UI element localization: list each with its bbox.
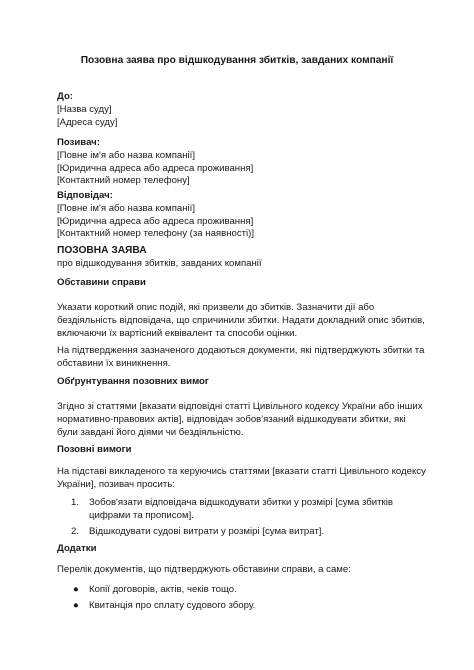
- circumstances-p1-text: Указати короткий опис подій, які призвели до збитків. Зазначити дії або бездіяльність відповідача, що спричинили збитки. Надати докладний опис збитків, включаючи їх вартісний еквівалент та способи оцінки.: [57, 302, 425, 339]
- list-item: [71, 497, 427, 523]
- attachments-heading-text: Додатки: [57, 543, 97, 554]
- section-attachments-heading: [57, 543, 427, 556]
- claim-block: [57, 245, 427, 271]
- list-item: [71, 600, 427, 613]
- court-name: [Назва суду]: [57, 103, 112, 115]
- section-grounds-heading: [57, 376, 427, 389]
- list-item: [71, 526, 427, 539]
- grounds-paragraph: [57, 401, 427, 439]
- defendant-heading: Відповідач:: [57, 190, 113, 201]
- list-item-text: Зобов'язати відповідача відшкодувати збитки у розмірі [сума збитків цифрами та прописом].: [89, 497, 393, 521]
- document-title: Позовна заява про відшкодування збитків, завданих компанії: [80, 55, 394, 66]
- defendant-block: [57, 190, 427, 241]
- bullet-icon: ●: [73, 599, 79, 611]
- bullet-icon: ●: [73, 584, 79, 595]
- circumstances-p2-text: На підтвердження зазначеного додаються документи, які підтверджують збитки та обставини їх виникнення.: [57, 345, 425, 369]
- list-number: 2.: [71, 525, 80, 537]
- list-item-text: Копії договорів, актів, чеків тощо.: [89, 584, 237, 595]
- list-number: 1.: [71, 497, 80, 508]
- defendant-name: [Повне ім'я або назва компанії]: [57, 202, 195, 214]
- grounds-p1-text: Згідно зі статтями [вказати відповідні статті Цивільного кодексу України або інших нормативно-правових актів], відповідач зобов'язаний відшкодувати збитки, які були завдані його діями чи бездіяльністю.: [57, 401, 423, 438]
- plaintiff-name: [Повне ім'я або назва компанії]: [57, 149, 195, 161]
- demands-intro: [57, 466, 427, 492]
- circumstances-heading-text: Обставини справи: [57, 277, 146, 288]
- defendant-address: [Юридична адреса або адреса проживання]: [57, 215, 254, 227]
- attachments-intro-text: Перелік документів, що підтверджують обставини справи, а саме:: [57, 564, 351, 575]
- plaintiff-heading: Позивач:: [57, 137, 100, 148]
- circumstances-paragraph-2: [57, 345, 427, 371]
- claim-heading: ПОЗОВНА ЗАЯВА: [57, 245, 147, 256]
- court-address: [Адреса суду]: [57, 116, 118, 128]
- plaintiff-phone: [Контактний номер телефону]: [57, 175, 190, 187]
- plaintiff-block: [57, 137, 427, 188]
- attachments-intro: [57, 564, 427, 577]
- demands-heading-text: Позовні вимоги: [57, 444, 132, 455]
- to-heading: До:: [57, 91, 74, 102]
- demands-list: [71, 497, 427, 538]
- list-item-text: Відшкодувати судові витрати у розмірі [сума витрат].: [89, 525, 325, 537]
- section-circumstances-heading: [57, 277, 427, 290]
- grounds-heading-text: Обґрунтування позовних вимог: [57, 376, 209, 387]
- defendant-phone: [Контактний номер телефону (за наявності)]: [57, 228, 255, 240]
- circumstances-paragraph-1: [57, 302, 427, 340]
- section-demands-heading: [57, 444, 427, 457]
- plaintiff-address: [Юридична адреса або адреса проживання]: [57, 162, 254, 174]
- claim-subheading: про відшкодування збитків, завданих компанії: [57, 257, 262, 269]
- list-item-text: Квитанція про сплату судового збору.: [89, 599, 256, 611]
- court-block: [57, 91, 427, 129]
- attachments-list: [71, 584, 427, 613]
- demands-intro-text: На підставі викладеного та керуючись статтями [вказати статті Цивільного кодексу України], позивач просить:: [57, 466, 426, 490]
- list-item: [71, 584, 427, 597]
